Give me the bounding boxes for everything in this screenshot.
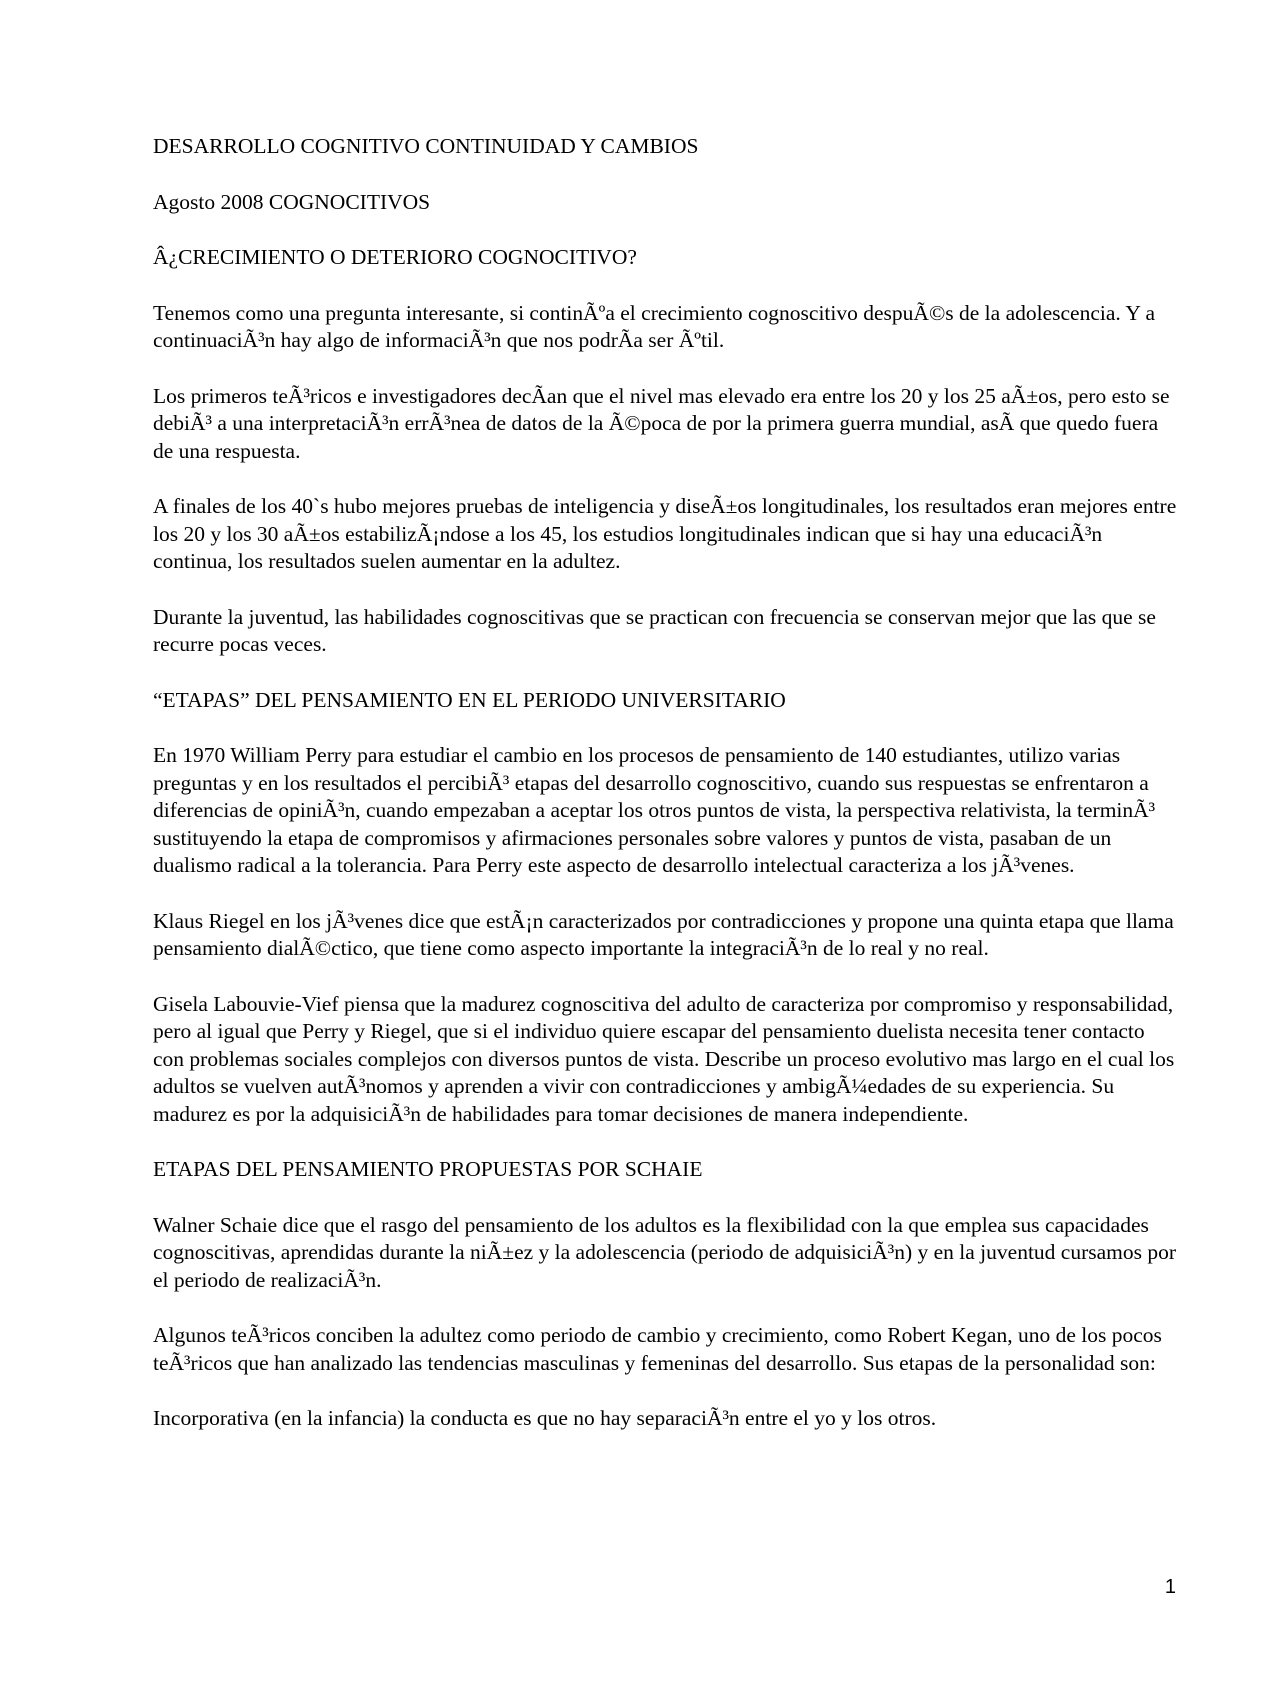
paragraph: En 1970 William Perry para estudiar el cambio en los procesos de pensamiento de 140 estudiantes, utilizo varias preguntas y en los resultados el percibiÃ³ etapas del desarrollo cognoscitivo, cuando sus respuestas se enfrentaron a diferencias de opiniÃ³n, cuando empezaban a aceptar los otros puntos de vista, la perspectiva relativista, la terminÃ³ sustituyendo la etapa de compromisos y afirmaciones personales sobre valores y puntos de vista, pasaban de un dualismo radical a la tolerancia. Para Perry este aspecto de desarrollo intelectual caracteriza a los jÃ³venes.: [153, 743, 1156, 877]
section-heading-etapas-universitario: “ETAPAS” DEL PENSAMIENTO EN EL PERIODO UNIVERSITARIO: [153, 687, 786, 712]
paragraph: Durante la juventud, las habilidades cognoscitivas que se practican con frecuencia se conservan mejor que las que se recurre pocas veces.: [153, 604, 1156, 656]
document-body: [153, 133, 1178, 1461]
paragraph: Walner Schaie dice que el rasgo del pensamiento de los adultos es la flexibilidad con la que emplea sus capacidades cognoscitivas, aprendidas durante la niÃ±ez y la adolescencia (periodo de adquisiciÃ³n) y en la juventud cursamos por el periodo de realizaciÃ³n.: [153, 1212, 1177, 1292]
paragraph: Tenemos como una pregunta interesante, si continÃºa el crecimiento cognoscitivo despuÃ©s de la adolescencia. Y a continuaciÃ³n hay algo de informaciÃ³n que nos podrÃa ser Ãºtil.: [153, 300, 1155, 352]
paragraph: Incorporativa (en la infancia) la conducta es que no hay separaciÃ³n entre el yo y los otros.: [153, 1406, 937, 1430]
section-heading-crecimiento: Â¿CRECIMIENTO O DETERIORO COGNOCITIVO?: [153, 245, 637, 269]
section-heading-schaie: ETAPAS DEL PENSAMIENTO PROPUESTAS POR SCHAIE: [153, 1157, 703, 1181]
paragraph: A finales de los 40`s hubo mejores pruebas de inteligencia y diseÃ±os longitudinales, los resultados eran mejores entre los 20 y los 30 aÃ±os estabilizÃ¡ndose a los 45, los estudios longitudinales indican que si hay una educaciÃ³n continua, los resultados suelen aumentar en la adultez.: [153, 494, 1177, 573]
paragraph: Gisela Labouvie-Vief piensa que la madurez cognoscitiva del adulto de caracteriza por compromiso y responsabilidad, pero al igual que Perry y Riegel, que si el individuo quiere escapar del pensamiento duelista necesita tener contacto con problemas sociales complejos con diversos puntos de vista. Describe un proceso evolutivo mas largo en el cual los adultos se vuelven autÃ³nomos y aprenden a vivir con contradicciones y ambigÃ¼edades de su experiencia. Su madurez es por la adquisiciÃ³n de habilidades para tomar decisiones de manera independiente.: [153, 991, 1175, 1126]
page-number: 1: [1164, 1576, 1176, 1598]
paragraph: Klaus Riegel en los jÃ³venes dice que estÃ¡n caracterizados por contradicciones y propone una quinta etapa que llama pensamiento dialÃ©ctico, que tiene como aspecto importante la integraciÃ³n de lo real y no real.: [153, 908, 1174, 960]
document-subtitle: Agosto 2008 COGNOCITIVOS: [153, 189, 431, 214]
document-title: DESARROLLO COGNITIVO CONTINUIDAD Y CAMBIOS: [153, 134, 699, 158]
paragraph: Los primeros teÃ³ricos e investigadores decÃan que el nivel mas elevado era entre los 20 y los 25 aÃ±os, pero esto se debiÃ³ a una interpretaciÃ³n errÃ³nea de datos de la Ã©poca de por la primera guerra mundial, asÃ que quedo fuera de una respuesta.: [153, 383, 1170, 463]
paragraph: Algunos teÃ³ricos conciben la adultez como periodo de cambio y crecimiento, como Robert Kegan, uno de los pocos teÃ³ricos que han analizado las tendencias masculinas y femeninas del desarrollo. Sus etapas de la personalidad son:: [153, 1323, 1162, 1375]
